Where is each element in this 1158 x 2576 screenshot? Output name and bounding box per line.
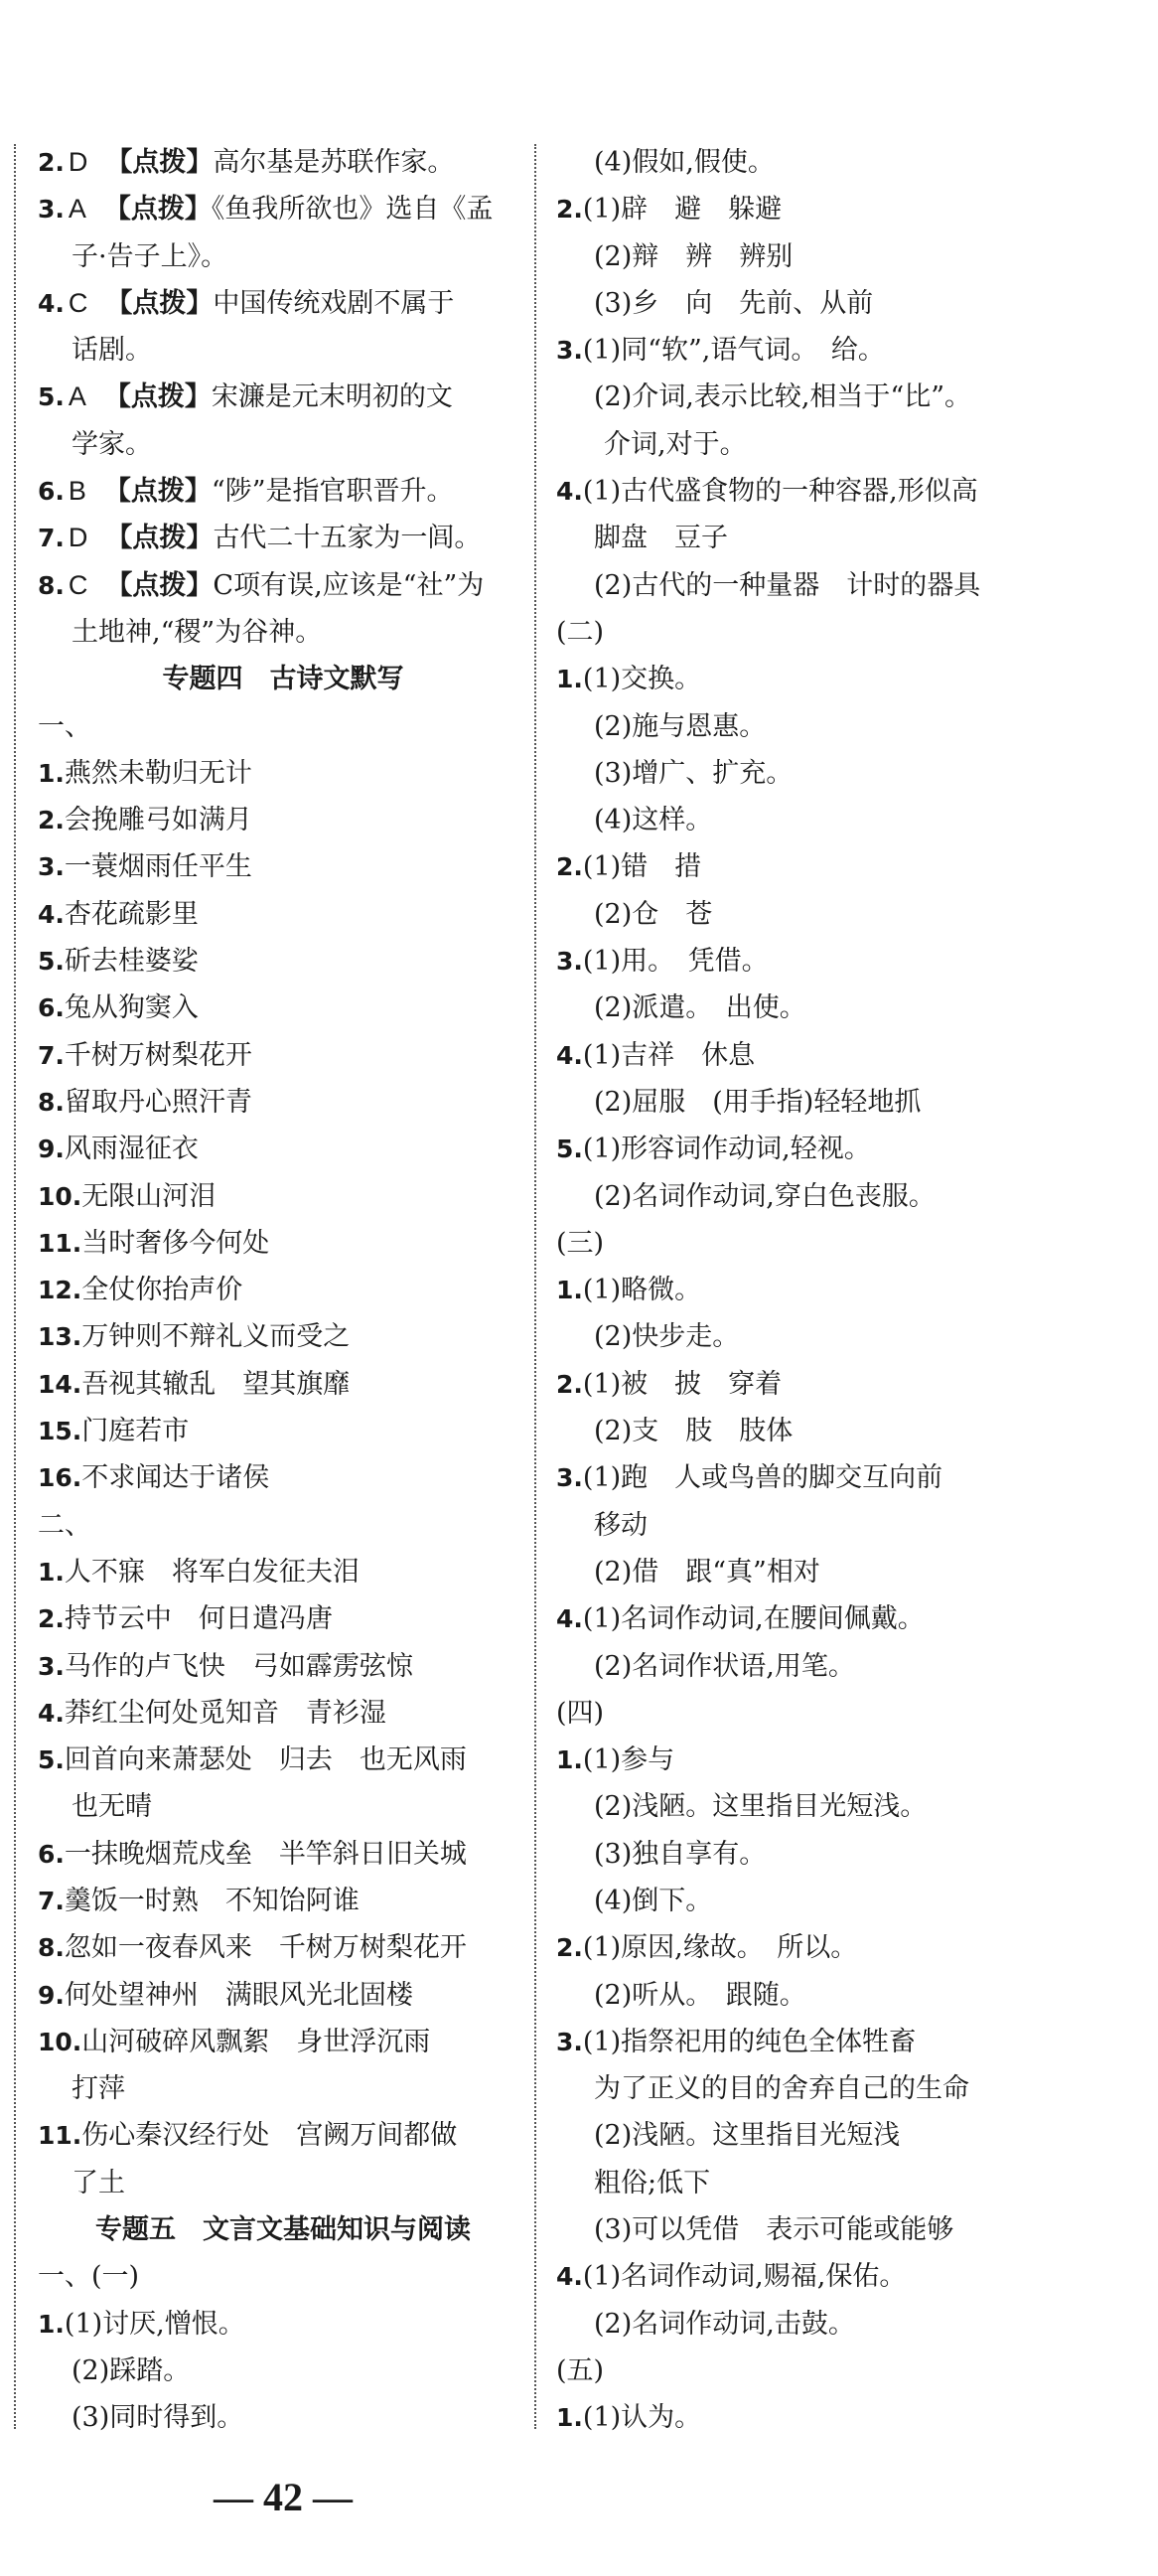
answer-text: 莽红尘何处觅知音 青衫湿 (64, 1697, 386, 1729)
answer-choice: C (68, 287, 88, 318)
item-number: 5. (38, 382, 65, 412)
answer-text: (1)古代盛食物的一种容器,形似高 (582, 476, 978, 508)
answer-line (556, 1454, 1132, 1501)
answer-text: 一抹晚烟荒戍垒 半竿斜日旧关城 (64, 1838, 467, 1870)
item-number: 14. (38, 1369, 82, 1399)
answer-line (12, 1595, 528, 1642)
item-number: 1. (556, 1745, 583, 1775)
item-number: 2. (556, 1933, 583, 1963)
answer-line (12, 1126, 528, 1172)
continuation-line: 也无晴 (72, 1791, 152, 1823)
sub-answer: (4)假如,假使。 (594, 147, 775, 178)
page-number: — 42 — (214, 2475, 353, 2519)
answer-line (12, 1924, 528, 1971)
item-number: 2. (556, 195, 583, 225)
continuation-line: 脚盘 豆子 (594, 523, 728, 554)
answer-text: (1)形容词作动词,轻视。 (582, 1134, 871, 1165)
answer-text: 杏花疏影里 (64, 898, 199, 930)
sub-answer: (3)增广、扩充。 (594, 757, 794, 789)
right-column (556, 139, 1132, 2442)
continuation-line: 粗俗;低下 (594, 2167, 711, 2198)
sub-answer: (3)可以凭借 表示可能或能够 (594, 2214, 954, 2246)
section-marker: (五) (556, 2354, 605, 2386)
left-column (12, 139, 528, 2442)
answer-choice: D (68, 147, 88, 177)
answer-line (12, 2301, 528, 2348)
answer-line (556, 1267, 1132, 1313)
item-number: 9. (38, 1980, 65, 2010)
answer-text: (1)跑 人或鸟兽的脚交互向前 (582, 1462, 943, 1494)
continuation-line: 学家。 (72, 428, 152, 460)
answer-text: 吾视其辙乱 望其旗靡 (81, 1368, 351, 1400)
hint-label: 【点拨】 (105, 287, 214, 319)
answer-text: 何处望神州 满眼风光北固楼 (64, 1979, 413, 2011)
item-number: 3. (38, 195, 65, 225)
answer-line (12, 562, 528, 609)
answer-choice: D (68, 523, 88, 553)
answer-text: (1)用。 凭借。 (582, 946, 769, 978)
item-number: 6. (38, 993, 65, 1023)
answer-line (12, 1549, 528, 1595)
item-number: 12. (38, 1276, 82, 1305)
continuation-line: 了土 (72, 2167, 125, 2198)
sub-answer: (2)介词,表示比较,相当于“比”。 (594, 381, 972, 413)
item-number: 4. (556, 1040, 583, 1070)
item-number: 1. (556, 1276, 583, 1305)
answer-line (12, 515, 528, 561)
item-number: 3. (556, 947, 583, 977)
answer-text: 古代二十五家为一闾。 (213, 523, 482, 554)
sub-answer: (2)踩踏。 (72, 2354, 191, 2386)
sub-answer: (2)派遣。 出使。 (594, 992, 806, 1024)
item-number: 4. (556, 477, 583, 507)
sub-answer: (4)倒下。 (594, 1885, 713, 1916)
item-number: 4. (38, 1698, 65, 1728)
answer-text: (1)错 措 (582, 851, 702, 883)
section-marker: 一、(一) (38, 2261, 140, 2293)
continuation-line: 土地神,“稷”为谷神。 (72, 616, 323, 648)
answer-text: 高尔基是苏联作家。 (213, 147, 455, 178)
sub-answer: 介词,对于。 (604, 428, 747, 460)
answer-line (12, 280, 528, 327)
answer-text: (1)被 披 穿着 (582, 1368, 783, 1400)
answer-text: 《鱼我所欲也》选自《孟 (211, 194, 494, 226)
sub-answer: (2)古代的一种量器 计时的器具 (594, 569, 981, 601)
item-number: 7. (38, 524, 65, 553)
continuation-line: 打萍 (72, 2073, 125, 2105)
answer-line (12, 843, 528, 890)
answer-line (556, 1126, 1132, 1172)
sub-answer: (2)听从。 跟随。 (594, 1979, 806, 2011)
answer-line (556, 656, 1132, 702)
section-marker: (三) (556, 1227, 605, 1259)
item-number: 9. (38, 1135, 65, 1164)
answer-text: (1)原因,缘故。 所以。 (582, 1932, 858, 1964)
item-number: 7. (38, 1040, 65, 1070)
answer-choice: A (68, 381, 86, 412)
item-number: 4. (38, 899, 65, 929)
answer-text: 留取丹心照汗青 (64, 1086, 252, 1118)
answer-line (12, 1972, 528, 2019)
answer-line (12, 468, 528, 515)
sub-answer: (2)快步走。 (594, 1321, 740, 1353)
item-number: 5. (38, 947, 65, 977)
answer-text: 万钟则不辩礼义而受之 (81, 1321, 351, 1353)
answer-text: 一蓑烟雨任平生 (64, 851, 252, 883)
answer-line (556, 1737, 1132, 1783)
answer-choice: B (68, 476, 86, 507)
sub-answer: (3)乡 向 先前、从前 (594, 287, 874, 319)
answer-line (12, 1643, 528, 1690)
answer-line (12, 1220, 528, 1267)
answer-line (556, 186, 1132, 232)
answer-text: 持节云中 何日遣冯唐 (64, 1603, 333, 1635)
sub-answer: (2)屈服 (用手指)轻轻地抓 (594, 1086, 922, 1118)
hint-label: 【点拨】 (103, 476, 212, 508)
continuation-line: 子·告子上》。 (72, 240, 228, 272)
item-number: 8. (38, 570, 65, 600)
sub-answer: (3)独自享有。 (594, 1838, 767, 1870)
answer-line (556, 2019, 1132, 2065)
answer-text: 羹饭一时熟 不知饴阿谁 (64, 1885, 360, 1916)
item-number: 1. (38, 2309, 65, 2339)
sub-answer: (2)支 肢 肢体 (594, 1416, 794, 1447)
continuation-line: 移动 (594, 1509, 648, 1541)
item-number: 15. (38, 1417, 82, 1446)
sub-answer: (2)名词作状语,用笔。 (594, 1650, 855, 1682)
item-number: 13. (38, 1322, 82, 1352)
answer-line (12, 1267, 528, 1313)
answer-line (12, 1454, 528, 1501)
answer-line (12, 1313, 528, 1360)
item-number: 2. (556, 1369, 583, 1399)
answer-line (12, 797, 528, 843)
item-number: 3. (556, 1463, 583, 1493)
answer-text: (1)名词作动词,赐福,保佑。 (582, 2261, 907, 2293)
answer-line (12, 2019, 528, 2065)
answer-text: 不求闻达于诸侯 (81, 1462, 270, 1494)
answer-line (556, 938, 1132, 985)
item-number: 2. (38, 806, 65, 835)
answer-line (12, 374, 528, 420)
answer-text: 千树万树梨花开 (64, 1039, 252, 1071)
continuation-line: 为了正义的目的舍弃自己的生命 (594, 2073, 969, 2105)
answer-line (12, 1690, 528, 1737)
hint-label: 【点拨】 (103, 381, 212, 413)
item-number: 1. (556, 2403, 583, 2433)
item-number: 8. (38, 1933, 65, 1963)
answer-line (556, 327, 1132, 374)
item-number: 10. (38, 2027, 82, 2056)
section-marker: 一、 (38, 710, 91, 742)
item-number: 2. (38, 148, 65, 177)
item-number: 7. (38, 1886, 65, 1915)
answer-text: 马作的卢飞快 弓如霹雳弦惊 (64, 1650, 413, 1682)
answer-choice: A (68, 194, 86, 225)
answer-text: (1)认为。 (582, 2402, 702, 2434)
answer-line (12, 750, 528, 797)
answer-line (12, 891, 528, 938)
answer-line (12, 1878, 528, 1924)
answer-text: 无限山河泪 (81, 1180, 217, 1212)
sub-answer: (2)名词作动词,击鼓。 (594, 2308, 855, 2340)
item-number: 1. (38, 758, 65, 788)
answer-text: (1)略微。 (582, 1275, 702, 1306)
answer-line (12, 1408, 528, 1454)
answer-line (12, 1737, 528, 1783)
item-number: 11. (38, 2121, 82, 2151)
item-number: 5. (38, 1745, 65, 1775)
answer-text: 山河破碎风飘絮 身世浮沉雨 (81, 2026, 431, 2057)
answer-text: (1)名词作动词,在腰间佩戴。 (582, 1603, 925, 1635)
answer-text: (1)辟 避 躲避 (582, 194, 783, 226)
answer-text: (1)同“软”,语气词。 给。 (582, 335, 885, 367)
item-number: 3. (38, 852, 65, 882)
answer-text: (1)讨厌,憎恨。 (64, 2308, 245, 2340)
continuation-line: 话剧。 (72, 335, 152, 367)
section-marker: (四) (556, 1697, 605, 1729)
answer-line (12, 938, 528, 985)
item-number: 4. (556, 2262, 583, 2292)
item-number: 11. (38, 1228, 82, 1258)
answer-line (556, 1595, 1132, 1642)
answer-line (12, 1831, 528, 1878)
answer-text: 中国传统戏剧不属于 (213, 287, 455, 319)
answer-text: 忽如一夜春风来 千树万树梨花开 (64, 1932, 467, 1964)
answer-text: 斫去桂婆娑 (64, 946, 199, 978)
answer-line (556, 1924, 1132, 1971)
answer-line (556, 843, 1132, 890)
answer-line (556, 2253, 1132, 2300)
sub-answer: (2)辩 辨 辨别 (594, 240, 794, 272)
section-heading: 专题四 古诗文默写 (162, 664, 404, 695)
answer-text: (1)交换。 (582, 664, 702, 695)
sub-answer: (2)名词作动词,穿白色丧服。 (594, 1180, 936, 1212)
answer-text: 门庭若市 (81, 1416, 190, 1447)
answer-text: 人不寐 将军白发征夫泪 (64, 1556, 360, 1588)
answer-line (12, 2112, 528, 2159)
sub-answer: (2)仓 苍 (594, 898, 713, 930)
item-number: 10. (38, 1181, 82, 1211)
section-marker: 二、 (38, 1509, 91, 1541)
answer-line (12, 1361, 528, 1408)
section-heading: 专题五 文言文基础知识与阅读 (95, 2214, 471, 2246)
hint-label: 【点拨】 (105, 569, 214, 601)
answer-line (12, 1173, 528, 1220)
sub-answer: (2)借 跟“真”相对 (594, 1556, 820, 1588)
item-number: 3. (556, 2027, 583, 2056)
answer-text: (1)指祭祀用的纯色全体牲畜 (582, 2026, 917, 2057)
item-number: 4. (556, 1604, 583, 1634)
answer-line (556, 2394, 1132, 2441)
answer-text: 全仗你抬声价 (81, 1275, 243, 1306)
section-marker: (二) (556, 616, 605, 648)
column-divider (534, 144, 536, 2429)
item-number: 6. (38, 1839, 65, 1869)
hint-label: 【点拨】 (103, 194, 212, 226)
item-number: 1. (556, 665, 583, 694)
answer-text: C项有误,应该是“社”为 (213, 569, 485, 601)
answer-text: 当时奢侈今何处 (81, 1227, 270, 1259)
item-number: 1. (38, 1557, 65, 1587)
sub-answer: (3)同时得到。 (72, 2402, 244, 2434)
sub-answer: (2)浅陋。这里指目光短浅。 (594, 1791, 928, 1823)
answer-text: 会挽雕弓如满月 (64, 805, 252, 836)
item-number: 8. (38, 1087, 65, 1117)
hint-label: 【点拨】 (105, 523, 214, 554)
sub-answer: (2)浅陋。这里指目光短浅 (594, 2120, 901, 2152)
item-number: 3. (556, 336, 583, 366)
answer-line (12, 1079, 528, 1126)
answer-text: 兔从狗窦入 (64, 992, 199, 1024)
answer-text: 伤心秦汉经行处 宫阙万间都做 (81, 2120, 458, 2152)
answer-text: (1)参与 (582, 1744, 675, 1776)
sub-answer: (2)施与恩惠。 (594, 710, 767, 742)
answer-line (12, 139, 528, 186)
item-number: 6. (38, 477, 65, 507)
answer-text: 宋濂是元末明初的文 (211, 381, 453, 413)
hint-label: 【点拨】 (105, 147, 214, 178)
answer-text: 回首向来萧瑟处 归去 也无风雨 (64, 1744, 467, 1776)
item-number: 4. (38, 288, 65, 318)
answer-line (12, 985, 528, 1031)
item-number: 3. (38, 1651, 65, 1681)
item-number: 2. (556, 852, 583, 882)
item-number: 5. (556, 1135, 583, 1164)
item-number: 16. (38, 1463, 82, 1493)
answer-line (556, 1032, 1132, 1079)
item-number: 2. (38, 1604, 65, 1634)
answer-text: 燕然未勒归无计 (64, 757, 252, 789)
sub-answer: (4)这样。 (594, 805, 713, 836)
answer-line (12, 1032, 528, 1079)
answer-line (556, 468, 1132, 515)
answer-line (12, 186, 528, 232)
answer-line (556, 1361, 1132, 1408)
answer-choice: C (68, 569, 88, 600)
answer-text: “陟”是指官职晋升。 (211, 476, 454, 508)
answer-text: (1)吉祥 休息 (582, 1039, 756, 1071)
answer-text: 风雨湿征衣 (64, 1134, 199, 1165)
